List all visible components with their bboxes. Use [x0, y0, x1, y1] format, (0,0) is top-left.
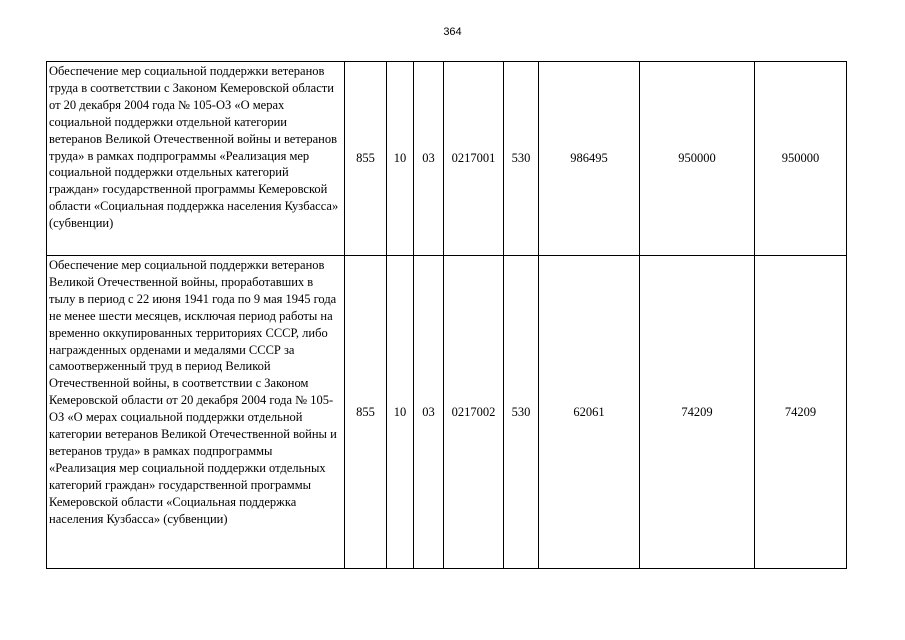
cell-amount-year-1: 62061 [539, 256, 640, 569]
cell-section-code: 10 [387, 62, 414, 256]
cell-section-code: 10 [387, 256, 414, 569]
cell-amount-year-1: 986495 [539, 62, 640, 256]
cell-amount-year-3: 950000 [755, 62, 847, 256]
cell-target-article: 0217001 [444, 62, 504, 256]
cell-amount-year-2: 74209 [640, 256, 755, 569]
cell-ministry-code: 855 [345, 62, 387, 256]
table-row [47, 256, 847, 569]
cell-expense-type: 530 [504, 62, 539, 256]
row-description: Обеспечение мер социальной поддержки ветеранов Великой Отечественной войны, проработавших в тылу в период с 22 июня 1941 года по 9 мая 1945 года не менее шести месяцев, исключая период работы на временно оккупированных территориях СССР, либо награжденных орденами и медалями СССР за самоотверженный труд в период Великой Отечественной войны, в соответствии с Законом Кемеровской области от 20 декабря 2004 года № 105-ОЗ «О мерах социальной поддержки отдельной категории ветеранов Великой Отечественной войны и ветеранов труда» в рамках подпрограммы «Реализация мер социальной поддержки отдельных категорий граждан» государственной программы Кемеровской области «Социальная поддержка населения Кузбасса» (субвенции) [47, 256, 345, 569]
cell-amount-year-3: 74209 [755, 256, 847, 569]
page-number: 364 [443, 26, 462, 38]
cell-amount-year-2: 950000 [640, 62, 755, 256]
cell-ministry-code: 855 [345, 256, 387, 569]
cell-subsection-code: 03 [414, 62, 444, 256]
table-row [47, 62, 847, 256]
row-description: Обеспечение мер социальной поддержки ветеранов труда в соответствии с Законом Кемеровской области от 20 декабря 2004 года № 105-ОЗ «О мерах социальной поддержки отдельной категории ветеранов Великой Отечественной войны и ветеранов труда» в рамках подпрограммы «Реализация мер социальной поддержки отдельных категорий граждан» государственной программы Кемеровской области «Социальная поддержка населения Кузбасса» (субвенции) [47, 62, 345, 256]
budget-table [46, 61, 847, 569]
cell-subsection-code: 03 [414, 256, 444, 569]
cell-expense-type: 530 [504, 256, 539, 569]
cell-target-article: 0217002 [444, 256, 504, 569]
